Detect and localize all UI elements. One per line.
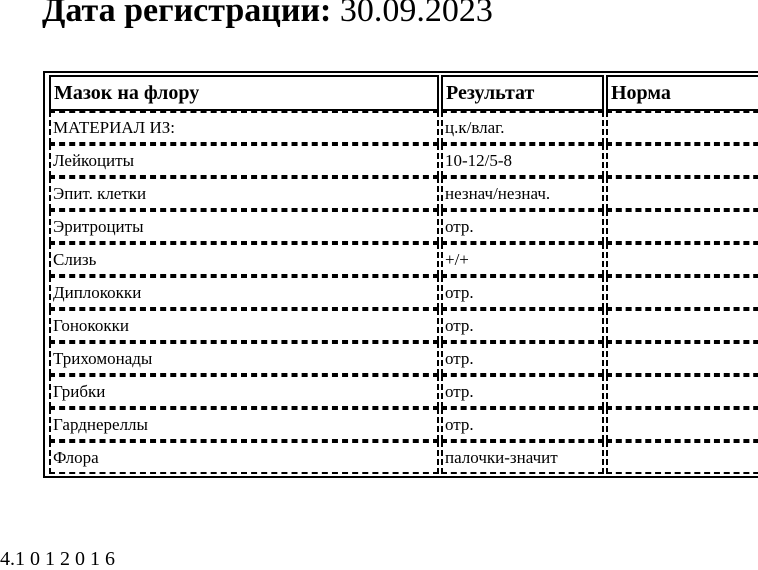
registration-label: Дата регистрации:: [42, 0, 332, 29]
registration-line: [42, 0, 493, 31]
test-name-cell: Флора: [49, 441, 439, 474]
norm-cell: [606, 210, 758, 243]
test-name-cell: Гонококки: [49, 309, 439, 342]
result-cell: отр.: [441, 408, 604, 441]
table-row: [49, 441, 758, 474]
test-name-cell: Гарднереллы: [49, 408, 439, 441]
table-row: [49, 111, 758, 144]
norm-cell: [606, 441, 758, 474]
result-cell: 10-12/5-8: [441, 144, 604, 177]
norm-cell: [606, 309, 758, 342]
table-row: [49, 375, 758, 408]
test-name-cell: Лейкоциты: [49, 144, 439, 177]
result-cell: отр.: [441, 375, 604, 408]
test-name-cell: Трихомонады: [49, 342, 439, 375]
norm-cell: [606, 111, 758, 144]
table-row: [49, 309, 758, 342]
norm-cell: [606, 144, 758, 177]
footer-text-fragment: 4.1 0 1 2 0 1 6: [0, 548, 115, 570]
test-name-cell: Грибки: [49, 375, 439, 408]
table-row: [49, 177, 758, 210]
flora-smear-table: [47, 75, 758, 474]
result-cell: отр.: [441, 342, 604, 375]
result-cell: палочки-значит: [441, 441, 604, 474]
result-cell: отр.: [441, 210, 604, 243]
table-row: [49, 210, 758, 243]
table-row: [49, 408, 758, 441]
table-row: [49, 276, 758, 309]
test-name-cell: МАТЕРИАЛ ИЗ:: [49, 111, 439, 144]
norm-cell: [606, 342, 758, 375]
table-row: [49, 243, 758, 276]
result-cell: +/+: [441, 243, 604, 276]
test-name-cell: Эпит. клетки: [49, 177, 439, 210]
column-header-result: Результат: [441, 75, 604, 111]
test-name-cell: Диплококки: [49, 276, 439, 309]
test-name-cell: Эритроциты: [49, 210, 439, 243]
table-row: [49, 144, 758, 177]
table-header-row: [49, 75, 758, 111]
column-header-test: Мазок на флору: [49, 75, 439, 111]
result-cell: отр.: [441, 309, 604, 342]
flora-table-frame: [43, 71, 758, 478]
norm-cell: [606, 177, 758, 210]
norm-cell: [606, 243, 758, 276]
norm-cell: [606, 276, 758, 309]
result-cell: отр.: [441, 276, 604, 309]
column-header-norm: Норма: [606, 75, 758, 111]
norm-cell: [606, 408, 758, 441]
norm-cell: [606, 375, 758, 408]
table-row: [49, 342, 758, 375]
result-cell: незнач/незнач.: [441, 177, 604, 210]
registration-date: 30.09.2023: [339, 0, 493, 29]
result-cell: ц.к/влаг.: [441, 111, 604, 144]
test-name-cell: Слизь: [49, 243, 439, 276]
